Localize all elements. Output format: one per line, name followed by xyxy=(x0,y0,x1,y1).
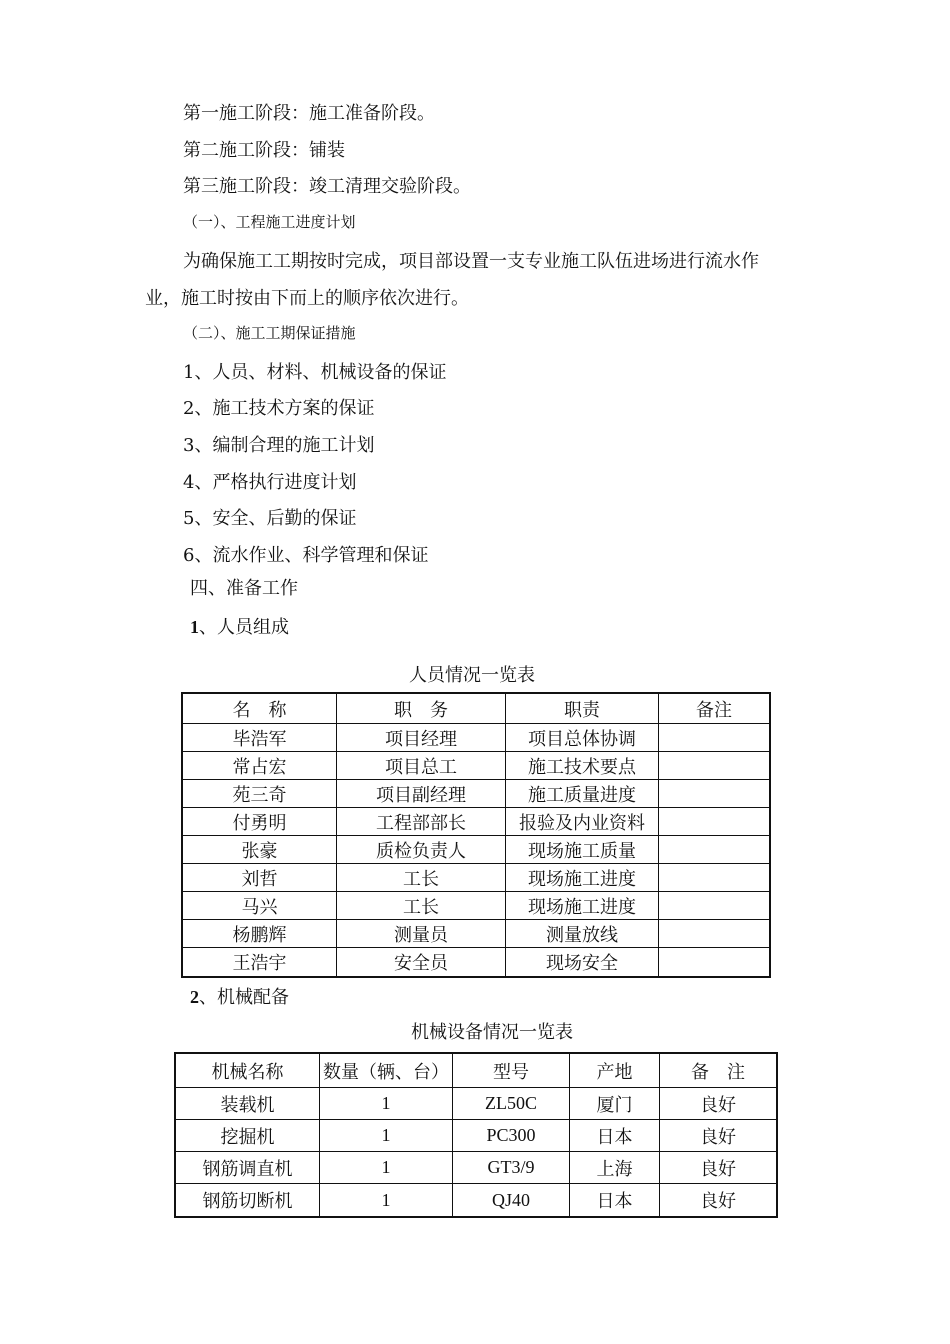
table-cell xyxy=(659,724,770,752)
table-cell: 现场施工质量 xyxy=(506,836,659,864)
table-cell: 1 xyxy=(320,1152,453,1184)
paragraph-line-1: 为确保施工工期按时完成，项目部设置一支专业施工队伍进场进行流水作 xyxy=(183,251,759,272)
table-cell: 钢筋调直机 xyxy=(176,1152,320,1184)
table-cell: 工长 xyxy=(337,864,506,892)
table-cell: PC300 xyxy=(453,1120,570,1152)
subsection-title: 、人员组成 xyxy=(199,617,289,638)
personnel-table xyxy=(182,693,770,977)
table-cell xyxy=(659,920,770,948)
subsection-number: 2 xyxy=(190,987,199,1007)
table-cell: 测量放线 xyxy=(506,920,659,948)
table-cell: 现场施工进度 xyxy=(506,892,659,920)
table-cell: 张豪 xyxy=(183,836,337,864)
table-row xyxy=(183,892,770,920)
table-row xyxy=(183,808,770,836)
measure-item: 1、人员、材料、机械设备的保证 xyxy=(183,362,447,383)
subsection-number: 1 xyxy=(190,617,199,637)
table-row xyxy=(176,1088,777,1120)
column-header: 型号 xyxy=(453,1054,570,1088)
table-cell: 1 xyxy=(320,1120,453,1152)
table-cell: 日本 xyxy=(570,1184,660,1217)
column-header: 机械名称 xyxy=(176,1054,320,1088)
subsection-title: 、机械配备 xyxy=(199,987,289,1008)
subsection-equipment xyxy=(190,986,289,1009)
measure-item: 5、安全、后勤的保证 xyxy=(183,508,357,529)
table-cell: 良好 xyxy=(660,1152,777,1184)
table-cell: 苑三奇 xyxy=(183,780,337,808)
table-cell: 项目副经理 xyxy=(337,780,506,808)
column-header: 备 注 xyxy=(660,1054,777,1088)
table-cell: 杨鹏辉 xyxy=(183,920,337,948)
column-header: 数量（辆、台） xyxy=(320,1054,453,1088)
personnel-table-caption: 人员情况一览表 xyxy=(409,665,535,686)
table-cell: 付勇明 xyxy=(183,808,337,836)
stage-1: 第一施工阶段：施工准备阶段。 xyxy=(183,103,435,124)
table-cell xyxy=(659,808,770,836)
table-row xyxy=(183,948,770,977)
table-row xyxy=(183,780,770,808)
table-row xyxy=(183,752,770,780)
table-cell: 现场安全 xyxy=(506,948,659,977)
table-cell: 工长 xyxy=(337,892,506,920)
section2-heading: （二）、施工工期保证措施 xyxy=(183,324,356,342)
measure-item: 3、编制合理的施工计划 xyxy=(183,435,375,456)
column-header: 职 务 xyxy=(337,694,506,724)
stage-2: 第二施工阶段：铺装 xyxy=(183,140,345,161)
measure-item: 2、施工技术方案的保证 xyxy=(183,398,375,419)
table-row xyxy=(176,1120,777,1152)
section4-heading: 四、准备工作 xyxy=(190,578,298,599)
table-cell: 良好 xyxy=(660,1088,777,1120)
column-header: 产地 xyxy=(570,1054,660,1088)
paragraph-line-2: 业，施工时按由下而上的顺序依次进行。 xyxy=(145,288,469,309)
table-cell: GT3/9 xyxy=(453,1152,570,1184)
table-cell: 1 xyxy=(320,1184,453,1217)
table-cell: 毕浩军 xyxy=(183,724,337,752)
table-cell: 常占宏 xyxy=(183,752,337,780)
table-cell: 1 xyxy=(320,1088,453,1120)
table-cell: 装载机 xyxy=(176,1088,320,1120)
stage-3: 第三施工阶段：竣工清理交验阶段。 xyxy=(183,176,471,197)
table-cell: 良好 xyxy=(660,1184,777,1217)
table-cell xyxy=(659,752,770,780)
column-header: 名 称 xyxy=(183,694,337,724)
table-row xyxy=(176,1152,777,1184)
table-cell: 施工技术要点 xyxy=(506,752,659,780)
table-cell: 测量员 xyxy=(337,920,506,948)
table-cell: 安全员 xyxy=(337,948,506,977)
table-cell: 挖掘机 xyxy=(176,1120,320,1152)
table-row xyxy=(183,920,770,948)
table-cell: 施工质量进度 xyxy=(506,780,659,808)
table-cell: 质检负责人 xyxy=(337,836,506,864)
table-cell: 厦门 xyxy=(570,1088,660,1120)
table-cell: 上海 xyxy=(570,1152,660,1184)
table-cell: ZL50C xyxy=(453,1088,570,1120)
table-cell: 报验及内业资料 xyxy=(506,808,659,836)
column-header: 备注 xyxy=(659,694,770,724)
table-cell: 马兴 xyxy=(183,892,337,920)
table-cell: 刘哲 xyxy=(183,864,337,892)
table-header-row xyxy=(176,1054,777,1088)
table-header-row xyxy=(183,694,770,724)
table-row xyxy=(176,1184,777,1217)
table-cell: 项目总工 xyxy=(337,752,506,780)
measure-item: 4、严格执行进度计划 xyxy=(183,472,357,493)
table-cell: 项目总体协调 xyxy=(506,724,659,752)
table-row xyxy=(183,864,770,892)
subsection-personnel xyxy=(190,616,289,639)
table-cell xyxy=(659,864,770,892)
table-cell xyxy=(659,892,770,920)
table-cell: 钢筋切断机 xyxy=(176,1184,320,1217)
table-cell xyxy=(659,948,770,977)
table-cell: QJ40 xyxy=(453,1184,570,1217)
measure-item: 6、流水作业、科学管理和保证 xyxy=(183,545,429,566)
equipment-table-caption: 机械设备情况一览表 xyxy=(411,1022,573,1043)
table-cell: 项目经理 xyxy=(337,724,506,752)
table-cell: 工程部部长 xyxy=(337,808,506,836)
column-header: 职责 xyxy=(506,694,659,724)
table-cell: 日本 xyxy=(570,1120,660,1152)
table-row xyxy=(183,724,770,752)
section1-heading: （一）、工程施工进度计划 xyxy=(183,213,356,231)
table-cell xyxy=(659,780,770,808)
table-cell: 良好 xyxy=(660,1120,777,1152)
table-cell xyxy=(659,836,770,864)
table-cell: 王浩宇 xyxy=(183,948,337,977)
equipment-table xyxy=(175,1053,777,1217)
table-cell: 现场施工进度 xyxy=(506,864,659,892)
table-row xyxy=(183,836,770,864)
